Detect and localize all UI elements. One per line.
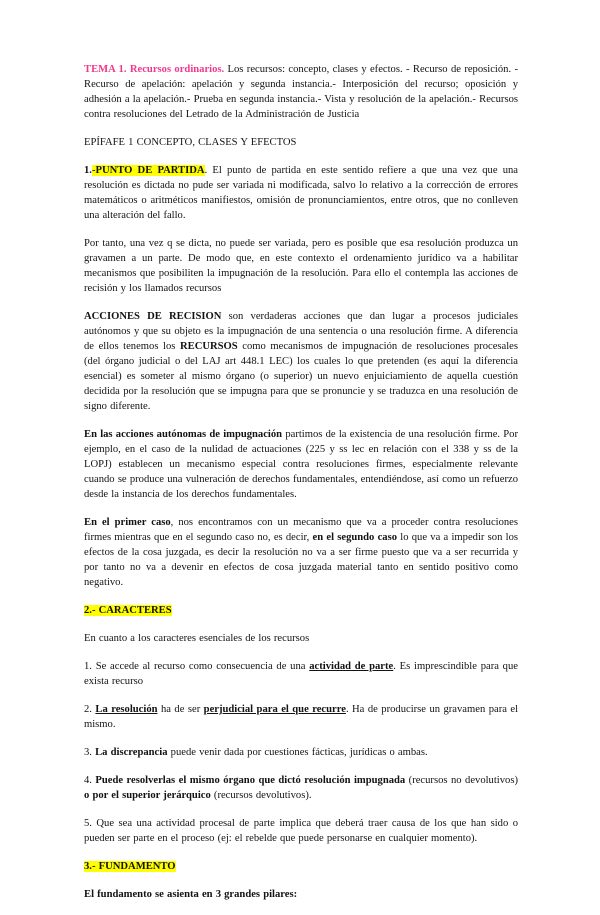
text-segment: 1. xyxy=(84,165,92,176)
punto-de-partida-paragraph xyxy=(84,163,518,223)
acciones-recision-paragraph xyxy=(84,309,518,414)
caracter-item-1 xyxy=(84,659,518,689)
text-segment: (recursos devolutivos). xyxy=(210,790,312,801)
text-segment: como mecanismos de impugnación de resoluciones procesales (del órgano judicial o del LAJ art 448.1 LEC) los cuales lo que pretenden (es aquí la diferencia esencial) es someter al mismo órgano (o superior) un nuevo enjuiciamiento de aquella cuestión decidida por la resolución que se impugna para que se pronuncie y se traduzca en una resolución de signo diferente. xyxy=(84,341,518,412)
text-segment: En el primer caso xyxy=(84,517,171,528)
text-segment: (recursos no devolutivos) xyxy=(405,775,518,786)
section-heading-fundamento xyxy=(84,859,518,874)
text-segment: en el segundo caso xyxy=(312,532,398,543)
text-segment: Los recursos: concepto, clases y efectos. - Recurso de reposición. - Recurso de apelación: apelación y segunda instancia.- Interposición del recurso; oposición y adhesión a la apelación.- Prueba en segunda instancia.- Vista y resolución de la apelación.- Recursos contra resoluciones del Letrado de la Administración de Justicia xyxy=(84,64,518,120)
text-segment: Puede resolverlas el mismo órgano que dictó resolución impugnada xyxy=(95,775,406,786)
text-segment: El fundamento se asienta en 3 grandes pilares: xyxy=(84,889,298,900)
caracter-item-2 xyxy=(84,702,518,732)
caracter-item-3 xyxy=(84,745,518,760)
text-segment: 4. xyxy=(84,775,96,786)
text-segment: Por tanto, una vez q se dicta, no puede ser variada, pero es posible que esa resolución produzca un gravamen a un parte. De modo que, en este contexto el ordenamiento jurídico va a habilitar mecanismos que posibiliten la impugnación de la resolución. Para ello el contempla las acciones de recisión y los llamados recursos xyxy=(84,238,518,294)
text-segment: En las acciones autónomas de impugnación xyxy=(84,429,283,440)
caracter-item-4 xyxy=(84,773,518,803)
text-segment: La discrepancia xyxy=(95,747,168,758)
text-segment: . El punto de partida en este sentido refiere a que una vez que una resolución es dictada no pude ser variada ni modificada, salvo lo relativo a la corrección de errores matemáticos o aritméticos manifiestos, omisión de pronunciamientos, entre otros, que no conlleven una alteración del fallo. xyxy=(84,165,518,221)
fundamento-lead-line xyxy=(84,887,518,902)
section-heading-caracteres xyxy=(84,603,518,618)
text-segment: . Es imprescindible para que exista recurso xyxy=(84,661,518,687)
acciones-autonomas-paragraph xyxy=(84,427,518,502)
caracter-item-5 xyxy=(84,816,518,846)
text-segment: RECURSOS xyxy=(179,341,238,352)
highlighted-heading-text: 3.- FUNDAMENTO xyxy=(84,861,176,872)
text-segment: , nos encontramos con un mecanismo que va a proceder contra resoluciones firmes mientras que en el segundo caso no, es decir, xyxy=(84,517,519,543)
highlighted-heading-text: 2.- CARACTERES xyxy=(84,605,172,616)
text-segment: EPÍFAFE 1 CONCEPTO, CLASES Y EFECTOS xyxy=(84,137,297,148)
document-body xyxy=(84,62,518,915)
text-segment: 1. Se accede al recurso como consecuencia de una xyxy=(84,661,310,672)
text-segment: o por el superior jerárquico xyxy=(84,790,211,801)
caracteres-intro-line xyxy=(84,631,518,646)
text-segment: La resolución xyxy=(95,704,158,715)
text-segment: ACCIONES DE RECISION xyxy=(84,311,222,322)
text-segment: En cuanto a los caracteres esenciales de los recursos xyxy=(84,633,310,644)
por-tanto-paragraph xyxy=(84,236,518,296)
epigraph-heading xyxy=(84,135,518,150)
highlighted-heading-text: -PUNTO DE PARTIDA xyxy=(91,165,205,176)
text-segment: perjudicial para el que recurre xyxy=(203,704,346,715)
text-segment: . Ha de producirse un gravamen para el mismo. xyxy=(84,704,519,730)
text-segment: 3. xyxy=(84,747,96,758)
text-segment: son verdaderas acciones que dan lugar a procesos judiciales autónomos y que su objeto es la impugnación de una sentencia o una resolución firme. A diferencia de ellos tenemos los xyxy=(84,311,518,352)
text-segment: puede venir dada por cuestiones fácticas, jurídicas o ambas. xyxy=(167,747,428,758)
text-segment: lo que va a impedir son los efectos de la cosa juzgada, es decir la resolución no va a ser firme puesto que va a ser recurrida y por tanto no va a devenir en efectos de cosa juzgada material tanto en sentido positivo como negativo. xyxy=(84,532,519,588)
text-segment: ha de ser xyxy=(157,704,204,715)
text-segment: 2. xyxy=(84,704,96,715)
text-segment: partimos de la existencia de una resolución firme. Por ejemplo, en el caso de la nulidad de actuaciones (225 y ss lec en relación con el 338 y ss de la LOPJ) establecen un mecanismo especial contra resoluciones firmes, especialmente relevante cuando se produce una vulneración de derechos fundamentales, entendiéndose, así como un refuerzo desde la instancia de los derechos fundamentales. xyxy=(84,429,518,500)
text-segment: TEMA 1. Recursos ordinarios. xyxy=(84,64,225,75)
text-segment: 5. Que sea una actividad procesal de parte implica que deberá traer causa de los que han sido o pueden ser parte en el proceso (ej: el rebelde que puede personarse en cualquier momento). xyxy=(84,818,518,844)
text-segment: actividad de parte xyxy=(309,661,394,672)
intro-paragraph xyxy=(84,62,518,122)
primer-segundo-caso-paragraph xyxy=(84,515,518,590)
